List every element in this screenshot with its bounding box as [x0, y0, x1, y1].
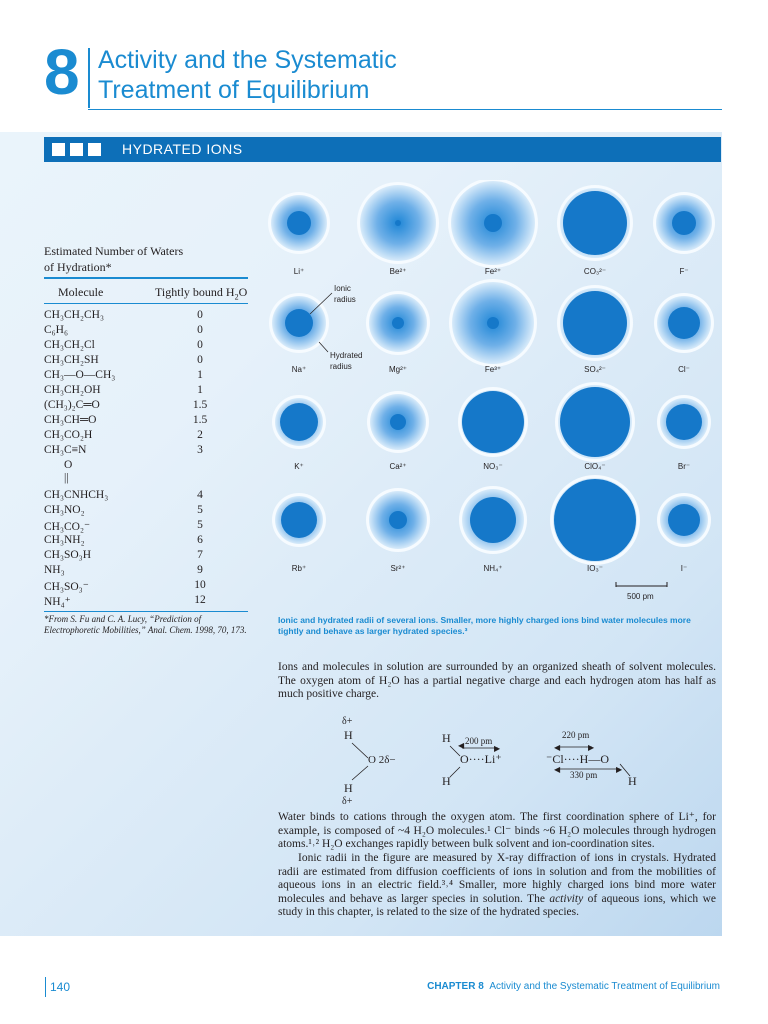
- ion-label: Be²⁺: [389, 267, 407, 276]
- ionic-radius-circle: [280, 403, 318, 441]
- arrow-right-icon: ▶: [494, 744, 501, 753]
- table-row-molecule: CH₃C≡N: [44, 444, 87, 456]
- ionic-radius-circle: [287, 211, 311, 235]
- table-row-molecule: CH₃CO₂H: [44, 429, 93, 441]
- table-row-value: 10: [194, 579, 206, 591]
- running-head: [427, 981, 720, 992]
- ionic-radius-circle: [462, 391, 524, 453]
- ionic-radius-circle: [285, 309, 313, 337]
- arrow-left-icon: ◀: [554, 743, 561, 752]
- ionic-radius-circle: [560, 387, 630, 457]
- bond-line: [450, 767, 460, 777]
- chapter-rule: [88, 48, 90, 108]
- banner-square-icon: [88, 143, 101, 156]
- table-header-rule: [44, 303, 248, 304]
- table-row-molecule: NH₃: [44, 564, 65, 576]
- table-row-value: 3: [197, 444, 203, 456]
- table-footnote: *From S. Fu and C. A. Lucy, “Prediction of Electrophoretic Mobilities,” Anal. Chem. 1998, 70, 173.: [44, 614, 247, 635]
- page-number: 140: [50, 980, 71, 994]
- ionic-radius-circle: [392, 317, 404, 329]
- table-row-value: 1: [197, 369, 203, 381]
- table-row-value: 9: [197, 564, 203, 576]
- table-row-molecule: C₆H₆: [44, 324, 68, 336]
- running-head-chapter: CHAPTER 8: [427, 981, 484, 992]
- ionic-annotation-line2: radius: [334, 295, 356, 304]
- body-paragraph-3-text: Ionic radii in the figure are measured by X-ray diffraction of ions in crystals. Hydrated radii are estimated from diffusion coefficients of ions in solution and from the mobilities of aqueous ions in an electric field.³˒⁴ Smaller, more highly charged ions bind more water molecules and behave as larger species in solution. The: [278, 852, 716, 905]
- ionic-radius-circle: [672, 211, 696, 235]
- cl-o-distance-label: 330 pm: [570, 770, 598, 780]
- ion-label: Na⁺: [291, 365, 307, 374]
- chapter-title-line2: Treatment of Equilibrium: [98, 76, 370, 104]
- ion-label: K⁺: [294, 462, 304, 471]
- table-row-value: 1.5: [192, 399, 208, 411]
- chapter-title: [98, 45, 498, 105]
- li-water-h-top: H: [442, 731, 451, 745]
- o-li-label: O····Li⁺: [460, 752, 502, 766]
- table-row-value: 2: [197, 429, 203, 441]
- table-row-molecule: CH₃CH₂CH₃: [44, 309, 104, 321]
- table-caption: [44, 243, 254, 275]
- amide-double-bond: ||: [64, 472, 69, 484]
- ionic-radius-circle: [563, 291, 627, 355]
- table-row-value: 0: [197, 309, 203, 321]
- banner-square-icon: [70, 143, 83, 156]
- table-row-molecule: NH₄⁺: [44, 596, 71, 608]
- ionic-radius-circle: [666, 404, 702, 440]
- ion-label: Sr²⁺: [390, 564, 406, 573]
- ionic-radius-circle: [487, 317, 499, 329]
- table-row-molecule: CH₃CH₂SH: [44, 354, 99, 366]
- chapter-title-line1: Activity and the Systematic: [98, 46, 397, 74]
- title-underline: [88, 109, 722, 110]
- arrow-left-icon: ◀: [554, 765, 561, 774]
- table-row-value: 1.5: [192, 414, 208, 426]
- ion-label: Fe²⁺: [484, 267, 502, 276]
- table-row-value: 6: [197, 534, 203, 546]
- running-head-title: Activity and the Systematic Treatment of Equilibrium: [489, 981, 720, 992]
- water-h-bottom: H: [344, 781, 353, 795]
- ionic-radius-circle: [484, 214, 502, 232]
- ion-label: NH₄⁺: [483, 564, 503, 573]
- column-header-text: Tightly bound H: [155, 285, 235, 299]
- table-row-value: 0: [197, 339, 203, 351]
- ionic-radius-circle: [668, 504, 700, 536]
- hydrated-annotation-line2: radius: [330, 362, 352, 371]
- hydrated-annotation-line1: Hydrated: [330, 351, 363, 360]
- table-row-molecule: CH₃CH₂OH: [44, 384, 101, 396]
- ion-label: F⁻: [679, 267, 689, 276]
- body-paragraph-2: Water binds to cations through the oxygen atom. The first coordination sphere of Li⁺, for example, is composed of ~4 H₂O molecules.¹ Cl⁻ binds ~6 H₂O molecules through hydrogen atoms.¹˒² H₂O exchanges rapidly between bulk solvent and ion-coordination sites.: [278, 811, 716, 850]
- table-row-molecule: (CH₃)₂C═O: [44, 399, 100, 411]
- delta-plus-bottom: δ+: [342, 796, 353, 804]
- water-h-top: H: [344, 728, 353, 742]
- table-row-value: 7: [197, 549, 203, 561]
- ionic-radius-circle: [563, 191, 627, 255]
- table-row-molecule: CH₃CO₂⁻: [44, 521, 91, 533]
- delta-plus-top: δ+: [342, 716, 353, 727]
- arrow-left-icon: ◀: [458, 741, 465, 750]
- table-row-molecule: CH₃CNHCH₃: [44, 489, 109, 501]
- table-caption-line1: Estimated Number of Waters: [44, 244, 184, 258]
- li-water-h-bottom: H: [442, 774, 451, 788]
- body-paragraph-3: [278, 852, 716, 920]
- ionic-radius-circle: [390, 414, 406, 430]
- amide-oxygen: O: [64, 459, 73, 471]
- hydrated-ions-figure: [262, 180, 722, 610]
- body-paragraph-3-emphasis: activity: [549, 892, 584, 905]
- table-row-molecule: CH₃SO₃H: [44, 549, 91, 561]
- bond-line: [352, 743, 368, 758]
- column-header-suffix: O: [238, 285, 248, 299]
- ionic-radius-circle: [281, 502, 317, 538]
- ion-label: Rb⁺: [291, 564, 307, 573]
- arrow-right-icon: ▶: [616, 765, 623, 774]
- table-row-value: 0: [197, 324, 203, 336]
- cl-h-o-label: ⁻Cl····H—O: [546, 752, 609, 766]
- cl-h-distance-label: 220 pm: [562, 730, 590, 740]
- table-top-rule: [44, 277, 248, 279]
- chapter-number: 8: [44, 36, 80, 108]
- ionic-radius-circle: [668, 307, 700, 339]
- ion-label: Ca²⁺: [389, 462, 407, 471]
- table-row-molecule: CH₃SO₃⁻: [44, 581, 89, 593]
- scale-bar-label: 500 pm: [627, 592, 654, 601]
- footer-rule: [45, 977, 46, 997]
- bond-line: [352, 766, 368, 780]
- water-oxygen: O 2δ−: [368, 754, 396, 766]
- ion-label: IO₃⁻: [587, 564, 603, 573]
- column-header-tightly-bound: [155, 285, 247, 301]
- table-row-molecule: CH₃—O—CH₃: [44, 369, 116, 381]
- table-row-value: 1: [197, 384, 203, 396]
- ionic-radius-circle: [470, 497, 516, 543]
- ion-label: CO₃²⁻: [583, 267, 607, 276]
- figure-caption: Ionic and hydrated radii of several ions. Smaller, more highly charged ions bind water molecules more tightly and behave as larger hydrated species.³: [278, 615, 691, 636]
- ion-label: Fe³⁺: [484, 365, 502, 374]
- ion-label: Br⁻: [677, 462, 691, 471]
- ion-label: ClO₄⁻: [584, 462, 606, 471]
- ion-label: Mg²⁺: [389, 365, 407, 374]
- table-row-molecule: CH₃CH₂Cl: [44, 339, 95, 351]
- banner-square-icon: [52, 143, 65, 156]
- column-header-molecule: Molecule: [58, 285, 104, 299]
- table-row-value: 0: [197, 354, 203, 366]
- body-paragraph-3-text-end: of aqueous ions, which we study in this chapter, is related to the size of the hydrated species.: [278, 892, 716, 918]
- table-row-molecule: CH₃CH═O: [44, 414, 97, 426]
- table-row-molecule: CH₃NH₂: [44, 534, 85, 546]
- ion-label: Cl⁻: [678, 365, 690, 374]
- banner-title: HYDRATED IONS: [122, 141, 243, 157]
- table-row-molecule: CH₃NO₂: [44, 504, 85, 516]
- arrow-right-icon: ▶: [588, 743, 595, 752]
- table-bottom-rule: [44, 611, 248, 612]
- column-header-sub: 2: [234, 292, 239, 302]
- ion-label: I⁻: [680, 564, 688, 573]
- li-distance-label: 200 pm: [465, 736, 493, 746]
- ionic-radius-circle: [395, 220, 401, 226]
- ionic-radius-circle: [554, 479, 636, 561]
- water-binding-diagram: [330, 712, 690, 804]
- hydrated-radius-pointer: [319, 342, 328, 352]
- table-row-value: 12: [194, 594, 206, 606]
- table-row-value: 5: [197, 504, 203, 516]
- table-row-value: 4: [197, 489, 203, 501]
- table-caption-line2: of Hydration*: [44, 260, 112, 274]
- ion-label: SO₄²⁻: [584, 365, 606, 374]
- table-row-value: 5: [197, 519, 203, 531]
- ionic-annotation-line1: Ionic: [334, 284, 351, 293]
- body-paragraph-1: Ions and molecules in solution are surrounded by an organized sheath of solvent molecules. The oxygen atom of H₂O has a partial negative charge and each hydrogen atom has half as much positive charge.: [278, 661, 716, 700]
- cl-water-h: H: [628, 774, 637, 788]
- ion-label: NO₃⁻: [483, 462, 503, 471]
- ionic-radius-circle: [389, 511, 407, 529]
- section-banner: [44, 137, 721, 162]
- ion-label: Li⁺: [293, 267, 305, 276]
